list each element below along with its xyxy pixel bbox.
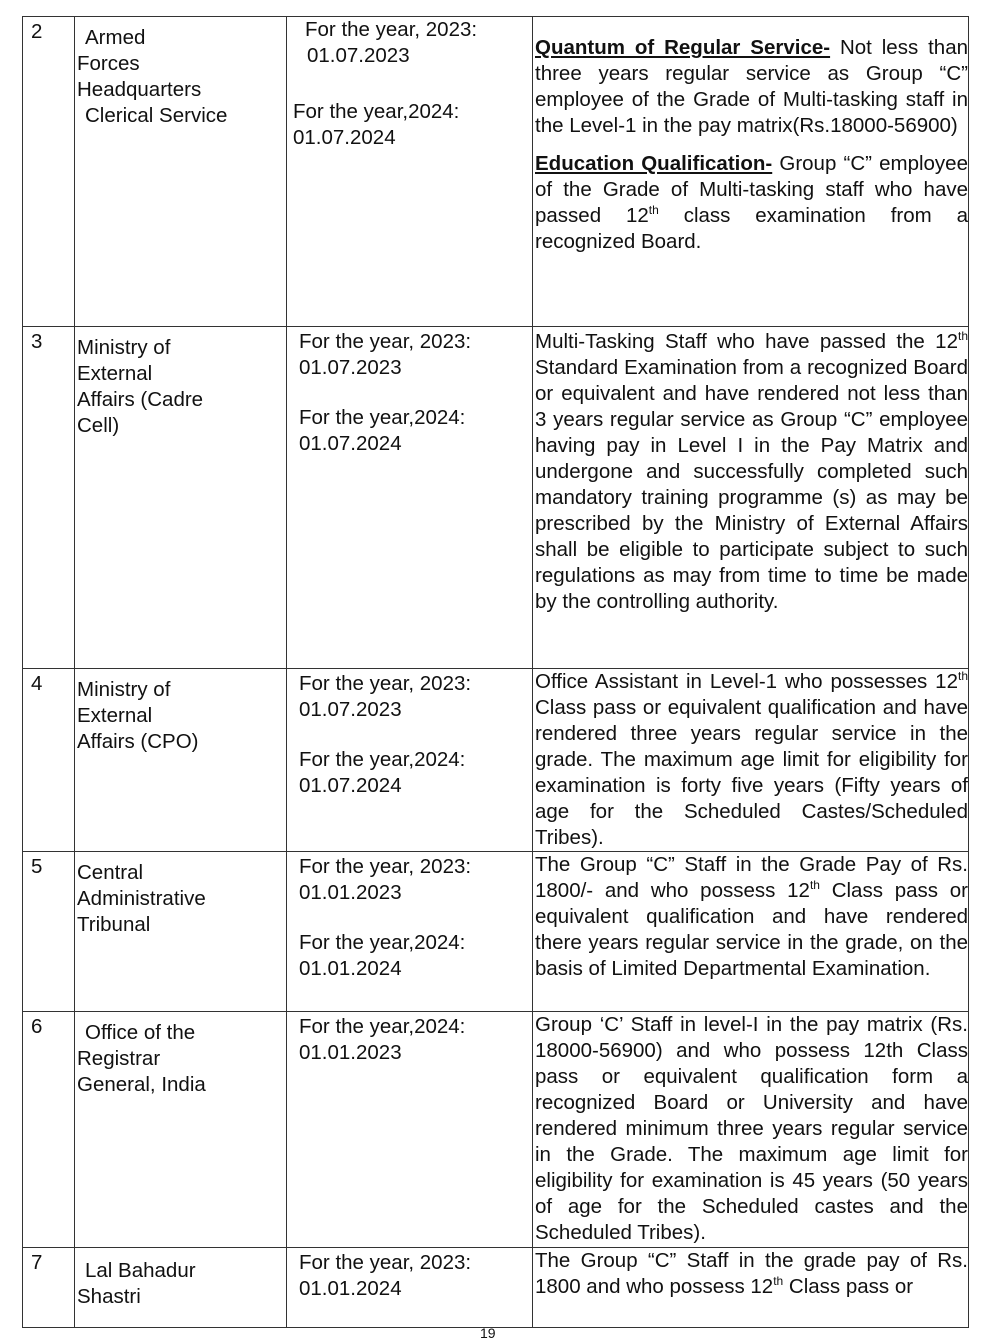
description-cell: Quantum of Regular Service- Not less than three years regular service as Group “C” employee of the Grade of Multi-tasking staff in the Level-1 in the pay matrix(Rs.18000-56900) Education Qualification- Group “C” employee of the Grade of Multi-tasking staff who have passed 12th class examination from a recognized Board. [533,17,969,327]
organisation-cell: Office of the Registrar General, India [75,1012,287,1248]
table-row [23,327,969,669]
table-row [23,1248,969,1328]
eligibility-date-cell: For the year, 2023: 01.07.2023 For the year,2024: 01.07.2024 [287,327,533,669]
eligibility-date-cell: For the year, 2023: 01.07.2023 For the year,2024: 01.07.2024 [287,669,533,852]
table-row [23,1012,969,1248]
description-cell: Group ‘C’ Staff in level-I in the pay matrix (Rs. 18000-56900) and who possess 12th Class pass or equivalent qualification form a recognized Board or University and have rendered minimum three years regular service in the Grade. The maximum age limit for eligibility for examination is 45 years (50 years of age for the Scheduled castes and the Scheduled Tribes). [533,1012,969,1248]
eligibility-date-cell: For the year, 2023: 01.01.2024 [287,1248,533,1328]
description-cell: Multi-Tasking Staff who have passed the 12th Standard Examination from a recognized Board or equivalent and have rendered not less than 3 years regular service as Group “C” employee having pay in Level I in the Pay Matrix and undergone and successfully completed such mandatory training programme (s) as may be prescribed by the Ministry of External Affairs shall be eligible to participate subject to such regulations as may from time to time be made by the controlling authority. [533,327,969,669]
eligibility-date-cell: For the year, 2023: 01.07.2023 For the year,2024: 01.07.2024 [287,17,533,327]
serial-number: 4 [23,669,75,852]
organisation-cell: Lal Bahadur Shastri [75,1248,287,1328]
serial-number: 6 [23,1012,75,1248]
description-cell: The Group “C” Staff in the Grade Pay of Rs. 1800/- and who possess 12th Class pass or equivalent qualification and have rendered there years regular service in the grade, on the basis of Limited Departmental Examination. [533,852,969,1012]
eligibility-date-cell: For the year,2024: 01.01.2023 [287,1012,533,1248]
description-cell: Office Assistant in Level-1 who possesses 12th Class pass or equivalent qualification and have rendered three years regular service in the grade. The maximum age limit for eligibility for examination is forty five years (Fifty years of age for the Scheduled Castes/Scheduled Tribes). [533,669,969,852]
table-row [23,17,969,327]
serial-number: 3 [23,327,75,669]
table-row [23,852,969,1012]
organisation-cell: Armed Forces Headquarters Clerical Service [75,17,287,327]
description-cell: The Group “C” Staff in the grade pay of Rs. 1800 and who possess 12th Class pass or [533,1248,969,1328]
organisation-cell: Ministry of External Affairs (Cadre Cell) [75,327,287,669]
eligibility-table [22,16,969,1328]
eligibility-date-cell: For the year, 2023: 01.01.2023 For the year,2024: 01.01.2024 [287,852,533,1012]
table-row [23,669,969,852]
serial-number: 2 [23,17,75,327]
organisation-cell: Central Administrative Tribunal [75,852,287,1012]
organisation-cell: Ministry of External Affairs (CPO) [75,669,287,852]
serial-number: 5 [23,852,75,1012]
page-number: 19 [480,1325,496,1341]
serial-number: 7 [23,1248,75,1328]
